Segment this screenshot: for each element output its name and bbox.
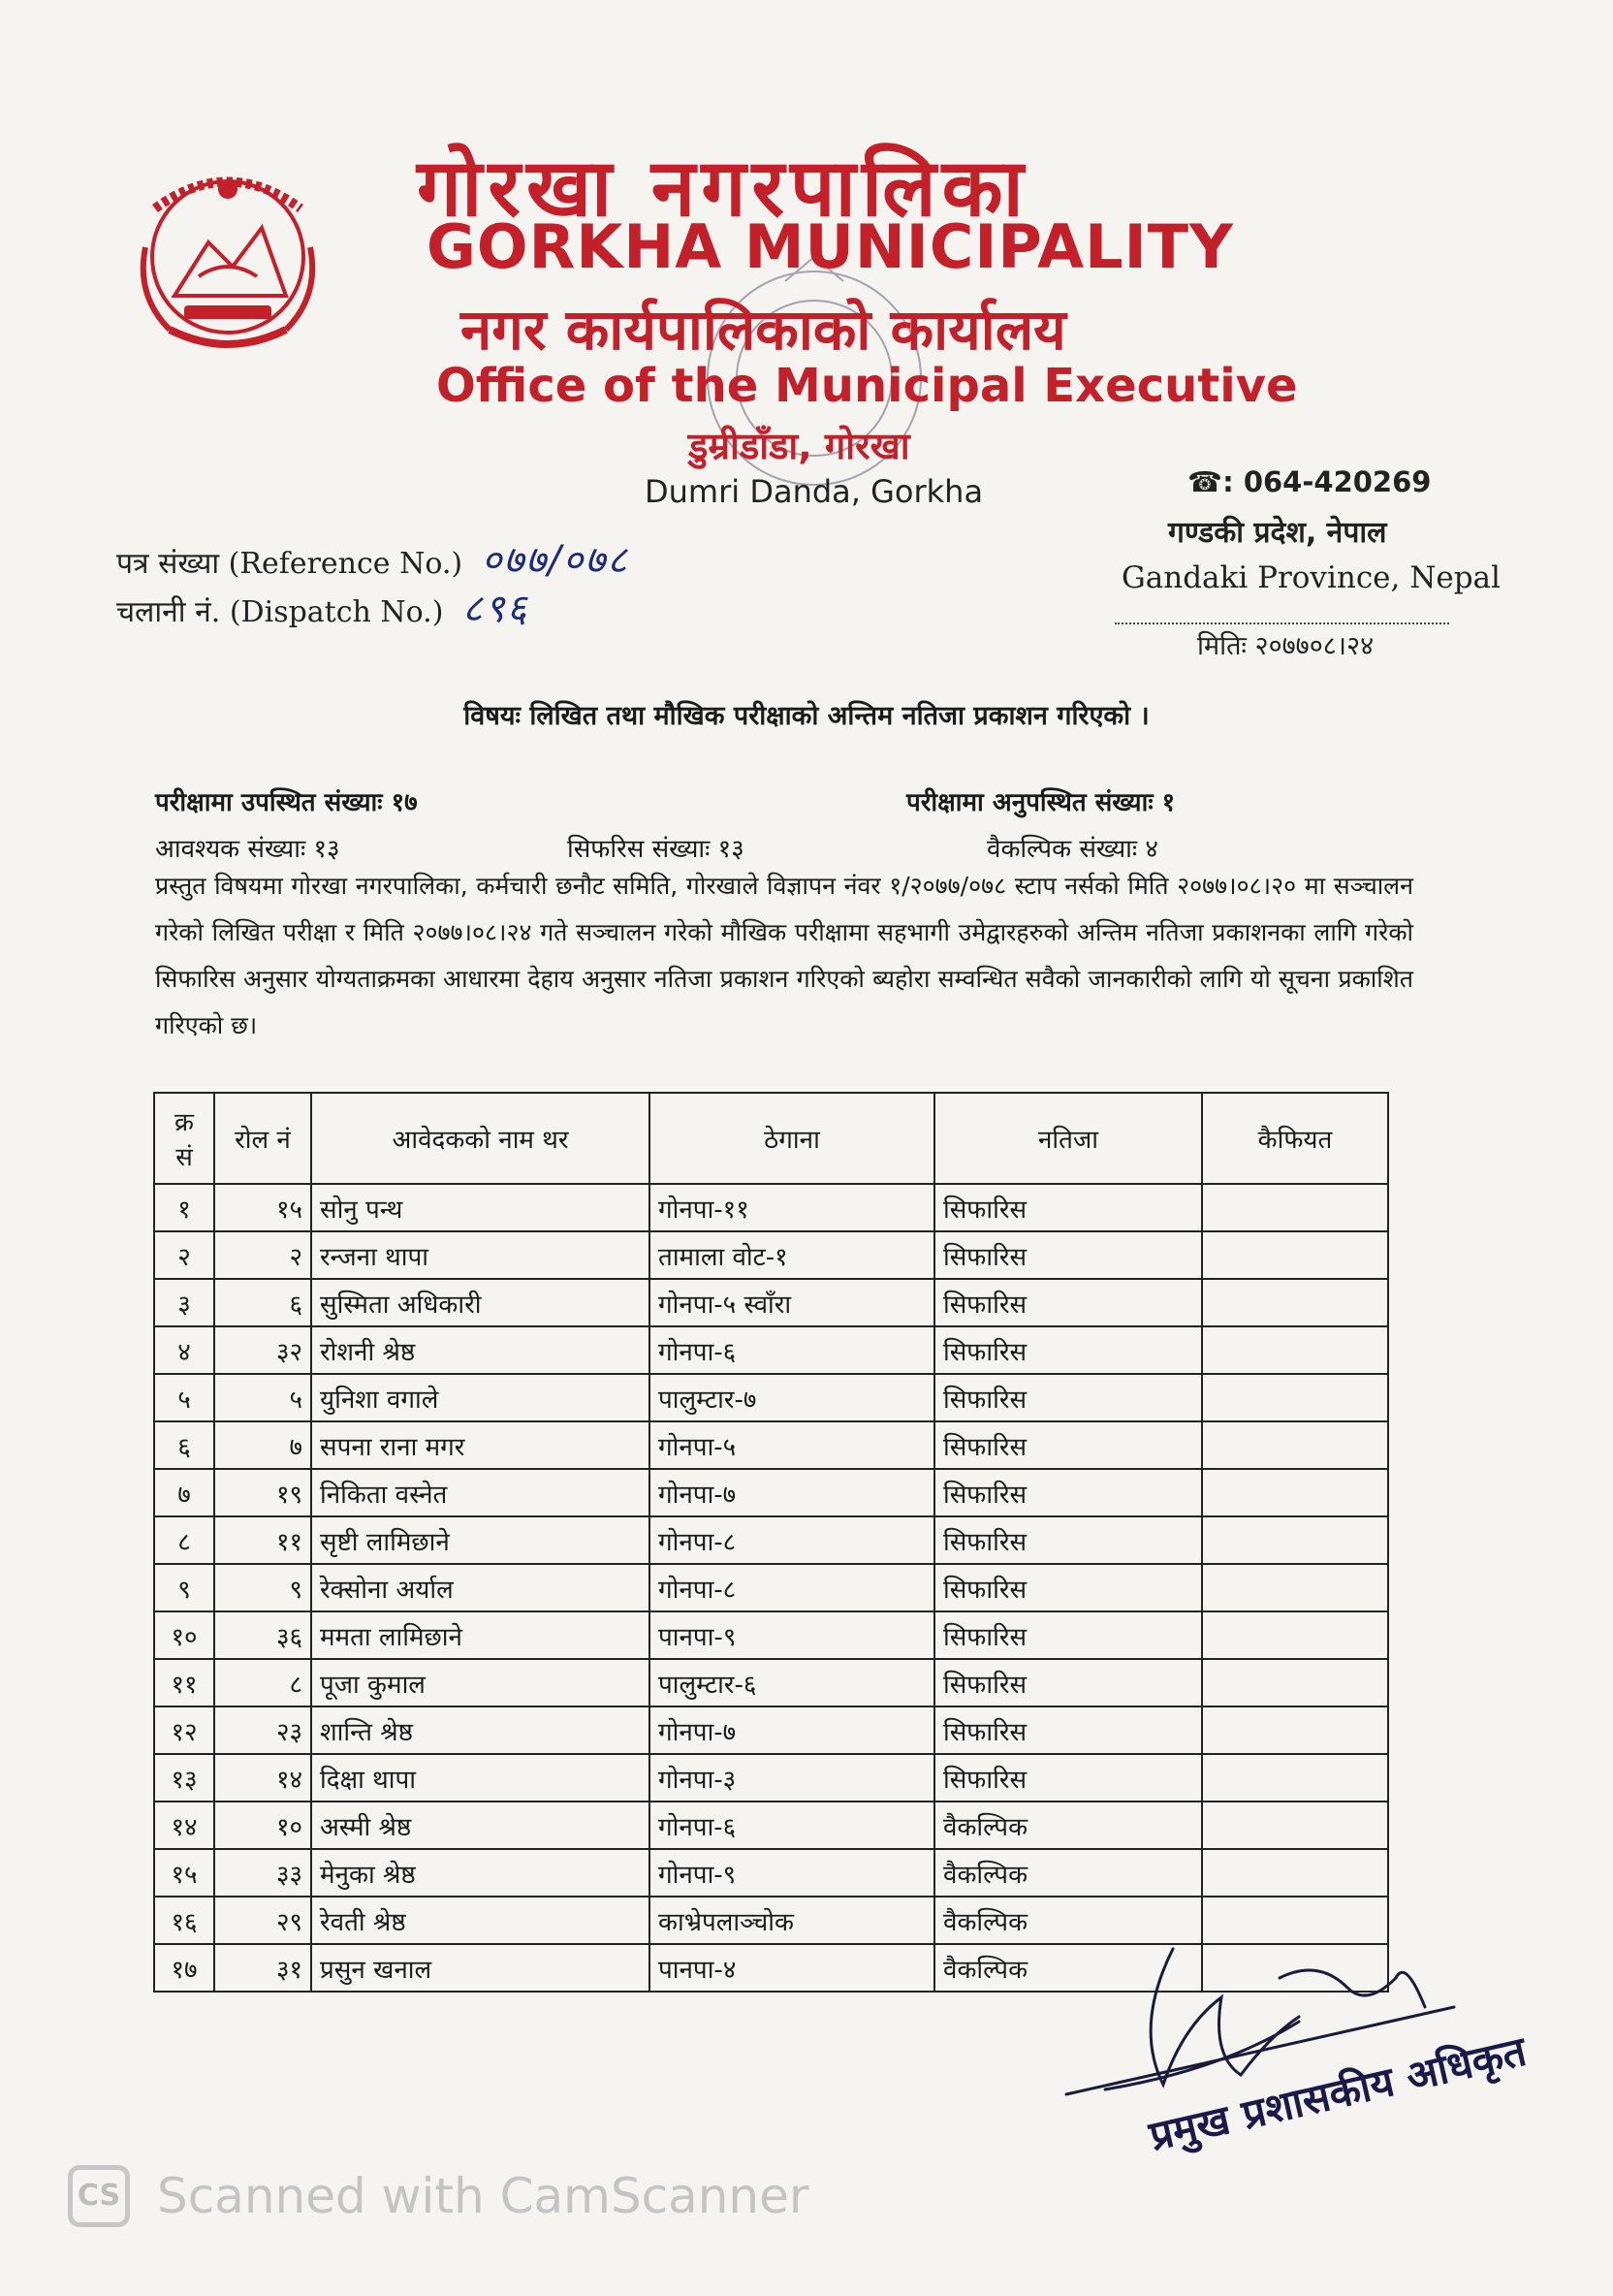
cell-address: गोनपा-५ xyxy=(649,1421,934,1469)
cell-name: सुस्मिता अधिकारी xyxy=(311,1279,649,1326)
cell-name: रोशनी श्रेष्ठ xyxy=(311,1326,649,1374)
municipality-name-nepali: गोरखा नगरपालिका xyxy=(417,143,1029,235)
cell-name: रन्जना थापा xyxy=(311,1231,649,1279)
table-row xyxy=(154,1279,1388,1326)
cell-remarks xyxy=(1202,1184,1388,1231)
cell-result: सिफारिस xyxy=(934,1421,1202,1469)
table-row xyxy=(154,1421,1388,1469)
col-header-roll: रोल नं xyxy=(214,1093,311,1184)
cell-remarks xyxy=(1202,1802,1388,1849)
cell-result: वैकल्पिक xyxy=(934,1849,1202,1897)
cell-sn: ८ xyxy=(154,1516,214,1564)
dispatch-value: ८९६ xyxy=(461,587,529,631)
divider xyxy=(1115,622,1449,624)
cell-roll: ७ xyxy=(214,1421,311,1469)
table-row xyxy=(154,1564,1388,1611)
cell-sn: ७ xyxy=(154,1469,214,1516)
cell-address: गोनपा-६ xyxy=(649,1802,934,1849)
cell-remarks xyxy=(1202,1754,1388,1802)
cell-remarks xyxy=(1202,1374,1388,1421)
cell-address: पानपा-४ xyxy=(649,1944,934,1992)
col-header-remarks: कैफियत xyxy=(1202,1093,1388,1184)
col-header-result: नतिजा xyxy=(934,1093,1202,1184)
table-row xyxy=(154,1706,1388,1754)
cell-roll: ३६ xyxy=(214,1611,311,1659)
cell-address: गोनपा-९ xyxy=(649,1849,934,1897)
body-paragraph: प्रस्तुत विषयमा गोरखा नगरपालिका, कर्मचारी छनौट समिति, गोरखाले विज्ञापन नंवर १/२०७७/०७८ स्टाप नर्सको मिति २०७७।०८।२० मा सञ्चालन गरेको लिखित परीक्षा र मिति २०७७।०८।२४ गते सञ्चालन गरेको मौखिक परीक्षामा सहभागी उमेद्वारहरुको अन्तिम नतिजा प्रकाशनका लागि गरेको सिफारिस अनुसार योग्यताक्रमका आधारमा देहाय अनुसार नतिजा प्रकाशन गरिएको ब्यहोरा सम्वन्धित सवैको जानकारीको लागि यो सूचना प्रकाशित गरिएको छ। xyxy=(155,872,1413,1039)
cell-address: गोनपा-८ xyxy=(649,1516,934,1564)
camscanner-logo-icon: CS xyxy=(68,2165,130,2227)
cell-roll: २९ xyxy=(214,1897,311,1944)
table-row xyxy=(154,1469,1388,1516)
cell-address: काभ्रेपलाञ्चोक xyxy=(649,1897,934,1944)
cell-name: प्रसुन खनाल xyxy=(311,1944,649,1992)
place-english: Dumri Danda, Gorkha xyxy=(645,473,984,510)
reference-value: ०७७/०७८ xyxy=(481,538,629,583)
phone-number: ☎: 064-420269 xyxy=(1187,465,1432,498)
table-row xyxy=(154,1802,1388,1849)
nepal-emblem-icon xyxy=(116,150,339,373)
table-row xyxy=(154,1611,1388,1659)
col-header-address: ठेगाना xyxy=(649,1093,934,1184)
cell-result: सिफारिस xyxy=(934,1279,1202,1326)
place-nepali: डुम्रीडाँडा, गोरखा xyxy=(688,425,910,467)
table-row xyxy=(154,1849,1388,1897)
dispatch-label: चलानी नं. (Dispatch No.) xyxy=(116,595,444,629)
cell-address: गोनपा-८ xyxy=(649,1564,934,1611)
cell-address: गोनपा-६ xyxy=(649,1326,934,1374)
cell-roll: २३ xyxy=(214,1706,311,1754)
cell-roll: ३३ xyxy=(214,1849,311,1897)
cell-name: सपना राना मगर xyxy=(311,1421,649,1469)
municipality-name-english: GORKHA MUNICIPALITY xyxy=(427,211,1234,282)
province-english: Gandaki Province, Nepal xyxy=(1122,560,1501,595)
cell-sn: १ xyxy=(154,1184,214,1231)
cell-roll: ६ xyxy=(214,1279,311,1326)
cell-result: सिफारिस xyxy=(934,1706,1202,1754)
cell-result: वैकल्पिक xyxy=(934,1897,1202,1944)
cell-roll: ३१ xyxy=(214,1944,311,1992)
cell-remarks xyxy=(1202,1326,1388,1374)
cell-remarks xyxy=(1202,1469,1388,1516)
cell-result: सिफारिस xyxy=(934,1374,1202,1421)
letter-date: मितिः २०७७०८।२४ xyxy=(1197,631,1375,661)
cell-result: सिफारिस xyxy=(934,1326,1202,1374)
cell-remarks xyxy=(1202,1564,1388,1611)
cell-remarks xyxy=(1202,1659,1388,1706)
cell-address: पालुम्टार-७ xyxy=(649,1374,934,1421)
cell-result: सिफारिस xyxy=(934,1564,1202,1611)
cell-result: सिफारिस xyxy=(934,1754,1202,1802)
cell-sn: १७ xyxy=(154,1944,214,1992)
cell-result: सिफारिस xyxy=(934,1516,1202,1564)
office-name-nepali: नगर कार्यपालिकाको कार्यालय xyxy=(460,297,1066,363)
cell-name: ममता लामिछाने xyxy=(311,1611,649,1659)
office-name-english: Office of the Municipal Executive xyxy=(436,359,1298,413)
cell-sn: २ xyxy=(154,1231,214,1279)
cell-name: युनिशा वगाले xyxy=(311,1374,649,1421)
subject-line: विषयः लिखित तथा मौखिक परीक्षाको अन्तिम नतिजा प्रकाशन गरिएको । xyxy=(463,701,1150,731)
cell-result: वैकल्पिक xyxy=(934,1802,1202,1849)
cell-roll: १५ xyxy=(214,1184,311,1231)
cell-name: सृष्टी लामिछाने xyxy=(311,1516,649,1564)
cell-address: तामाला वोट-१ xyxy=(649,1231,934,1279)
cell-remarks xyxy=(1202,1611,1388,1659)
cell-name: अस्मी श्रेष्ठ xyxy=(311,1802,649,1849)
cell-sn: ६ xyxy=(154,1421,214,1469)
signatory-title: प्रमुख प्रशासकीय अधिकृत xyxy=(1145,2026,1531,2160)
col-header-sn: क्र सं xyxy=(154,1093,214,1184)
cell-result: वैकल्पिक xyxy=(934,1944,1202,1992)
col-header-name: आवेदकको नाम थर xyxy=(311,1093,649,1184)
cell-name: रेक्सोना अर्याल xyxy=(311,1564,649,1611)
cell-name: दिक्षा थापा xyxy=(311,1754,649,1802)
cell-sn: ५ xyxy=(154,1374,214,1421)
cell-sn: ३ xyxy=(154,1279,214,1326)
cell-address: पालुम्टार-६ xyxy=(649,1659,934,1706)
alternate-count: वैकल्पिक संख्याः ४ xyxy=(987,835,1158,864)
cell-address: गोनपा-७ xyxy=(649,1706,934,1754)
cell-address: गोनपा-७ xyxy=(649,1469,934,1516)
cell-sn: ४ xyxy=(154,1326,214,1374)
required-count: आवश्यक संख्याः १३ xyxy=(155,835,340,864)
cell-result: सिफारिस xyxy=(934,1611,1202,1659)
recommended-count: सिफरिस संख्याः १३ xyxy=(567,835,744,864)
table-row xyxy=(154,1659,1388,1706)
cell-roll: १९ xyxy=(214,1469,311,1516)
cell-remarks xyxy=(1202,1849,1388,1897)
cell-sn: १२ xyxy=(154,1706,214,1754)
cell-name: शान्ति श्रेष्ठ xyxy=(311,1706,649,1754)
camscanner-watermark: Scanned with CamScanner xyxy=(157,2168,809,2224)
cell-remarks xyxy=(1202,1516,1388,1564)
cell-roll: १० xyxy=(214,1802,311,1849)
table-row xyxy=(154,1231,1388,1279)
cell-name: रेवती श्रेष्ठ xyxy=(311,1897,649,1944)
cell-roll: ८ xyxy=(214,1659,311,1706)
cell-result: सिफारिस xyxy=(934,1469,1202,1516)
cell-name: निकिता वस्नेत xyxy=(311,1469,649,1516)
cell-result: सिफारिस xyxy=(934,1231,1202,1279)
cell-name: सोनु पन्थ xyxy=(311,1184,649,1231)
cell-sn: १३ xyxy=(154,1754,214,1802)
table-row xyxy=(154,1184,1388,1231)
province-nepali: गण्डकी प्रदेश, नेपाल xyxy=(1168,516,1387,550)
cell-sn: १६ xyxy=(154,1897,214,1944)
dispatch-number xyxy=(116,580,528,633)
table-row xyxy=(154,1516,1388,1564)
cell-remarks xyxy=(1202,1706,1388,1754)
reference-number xyxy=(116,531,629,585)
cell-name: पूजा कुमाल xyxy=(311,1659,649,1706)
table-row xyxy=(154,1754,1388,1802)
cell-sn: ११ xyxy=(154,1659,214,1706)
cell-roll: ५ xyxy=(214,1374,311,1421)
table-row xyxy=(154,1374,1388,1421)
cell-sn: १० xyxy=(154,1611,214,1659)
absent-count: परीक्षामा अनुपस्थित संख्याः १ xyxy=(906,788,1176,817)
cell-name: मेनुका श्रेष्ठ xyxy=(311,1849,649,1897)
table-header-row xyxy=(154,1093,1388,1184)
cell-address: पानपा-९ xyxy=(649,1611,934,1659)
cell-roll: १४ xyxy=(214,1754,311,1802)
reference-label: पत्र संख्या (Reference No.) xyxy=(116,547,463,581)
cell-remarks xyxy=(1202,1421,1388,1469)
cell-address: गोनपा-३ xyxy=(649,1754,934,1802)
results-table xyxy=(153,1092,1389,1993)
cell-roll: ९ xyxy=(214,1564,311,1611)
cell-roll: ३२ xyxy=(214,1326,311,1374)
cell-result: सिफारिस xyxy=(934,1184,1202,1231)
cell-remarks xyxy=(1202,1279,1388,1326)
cell-sn: ९ xyxy=(154,1564,214,1611)
cell-result: सिफारिस xyxy=(934,1659,1202,1706)
cell-sn: १४ xyxy=(154,1802,214,1849)
cell-address: गोनपा-५ स्वाँरा xyxy=(649,1279,934,1326)
cell-roll: ११ xyxy=(214,1516,311,1564)
table-row xyxy=(154,1326,1388,1374)
cell-roll: २ xyxy=(214,1231,311,1279)
present-count: परीक्षामा उपस्थित संख्याः १७ xyxy=(155,788,418,817)
cell-sn: १५ xyxy=(154,1849,214,1897)
cell-remarks xyxy=(1202,1231,1388,1279)
cell-address: गोनपा-११ xyxy=(649,1184,934,1231)
